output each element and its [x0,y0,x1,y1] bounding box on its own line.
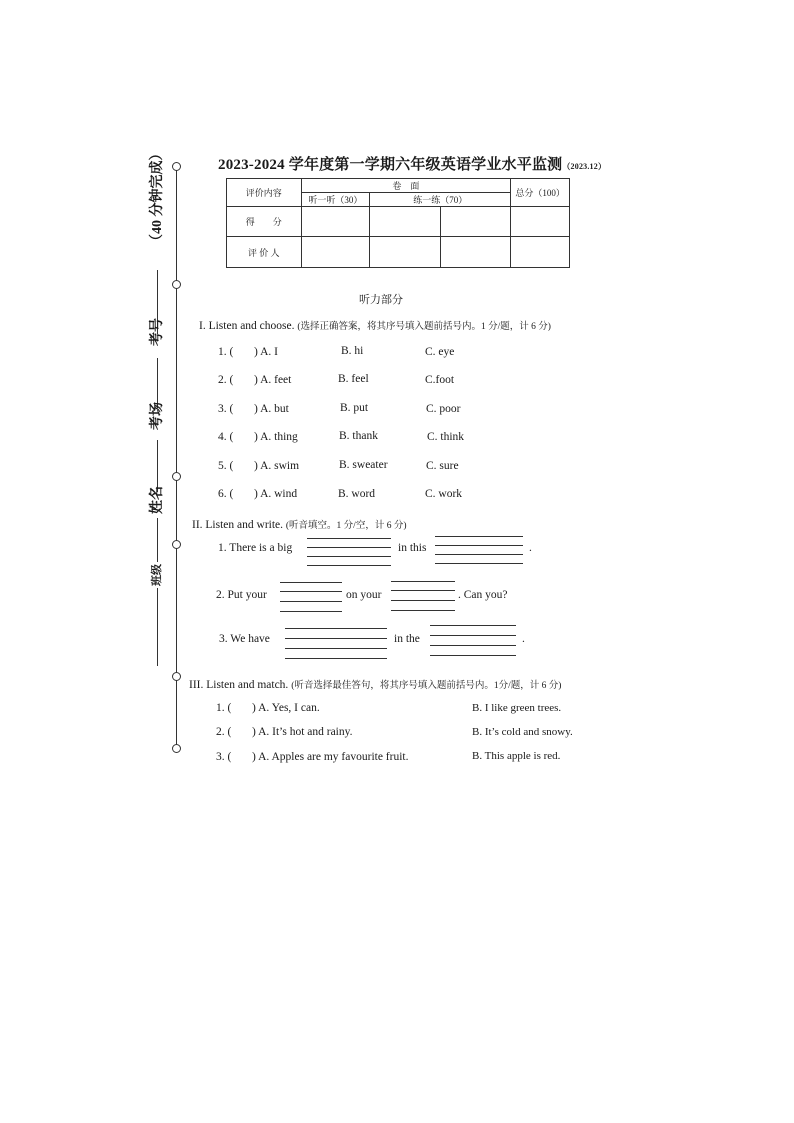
option-a: ) A. but [254,403,289,415]
sentence-2-middle: on your [346,589,382,601]
part3-instruction: (听音选择最佳答句，将其序号填入题前括号内。1分/题，计 6 分) [291,681,562,691]
grader-cell [370,237,441,268]
option-b: B. word [338,488,376,500]
score-table [226,178,570,268]
score-cell [511,207,570,237]
title-date: （2023.12） [562,162,607,171]
writing-line [391,590,455,591]
score-cell [440,207,511,237]
room-label: 考场 [150,402,165,430]
writing-line [307,556,391,557]
score-cell [301,207,370,237]
item-number[interactable]: 2. ( [216,726,232,738]
answer-a: ) A. It’s hot and rainy. [252,726,353,738]
title-text: 2023-2024 学年度第一学期六年级英语学业水平监测 [218,157,563,173]
binding-hole [172,162,181,171]
score-row-label: 得 分 [227,207,302,237]
listen-cell: 听一听（30） [301,193,370,207]
part2-title: II. Listen and write. [192,519,284,531]
option-b: B. hi [341,345,364,357]
grader-cell [301,237,370,268]
writing-line [280,582,342,583]
eval-content-cell: 评价内容 [227,179,302,207]
binding-hole [172,672,181,681]
part3-heading [189,677,561,691]
writing-line [285,648,387,649]
part3-title: III. Listen and match. [189,679,289,691]
writing-line [435,545,523,546]
writing-line [280,611,342,612]
exam-title [218,153,606,174]
option-c: C. sure [426,460,459,472]
sentence-3-end: . [522,633,525,645]
answer-b: B. This apple is red. [472,750,561,762]
answer-a: ) A. Yes, I can. [252,702,320,714]
writing-line [307,547,391,548]
binding-line [176,163,177,751]
binding-hole [172,540,181,549]
writing-line [307,538,391,539]
option-a: ) A. I [254,346,278,358]
writing-line [280,591,342,592]
part1-title: I. Listen and choose. [199,320,295,332]
binding-hole [172,280,181,289]
sentence-2-start: 2. Put your [216,589,267,601]
paper-cell: 卷 面 [301,179,511,193]
option-c: C.foot [425,374,455,386]
time-note: （40 分钟完成） [150,146,165,248]
class-line-top [157,518,158,562]
option-b: B. put [340,402,369,414]
writing-line [430,645,516,646]
writing-line [435,563,523,564]
option-c: C. work [425,488,463,500]
grader-cell [511,237,570,268]
room-line [157,358,158,408]
writing-line [285,658,387,659]
option-a: ) A. swim [254,460,300,472]
part2-heading [192,517,406,531]
item-number[interactable]: 3. ( [216,751,232,763]
option-c: C. poor [426,403,461,415]
sentence-1-start: 1. There is a big [218,542,293,554]
option-a: ) A. wind [254,488,298,500]
sentence-2-end: . Can you? [458,589,508,601]
grader-cell [440,237,511,268]
name-label: 姓名 [150,486,165,514]
option-a: ) A. thing [254,431,298,443]
binding-hole [172,472,181,481]
practice-cell: 练一练（70） [370,193,511,207]
total-cell: 总分（100） [511,179,570,207]
sentence-1-middle: in this [398,542,427,554]
item-number[interactable]: 4. ( [218,431,234,443]
writing-line [285,628,387,629]
part1-instruction: (选择正确答案，将其序号填入题前括号内。1 分/题，计 6 分) [297,322,551,332]
writing-line [285,638,387,639]
item-number[interactable]: 2. ( [218,374,234,386]
answer-b: B. I like green trees. [472,702,562,714]
option-a: ) A. feet [254,374,292,386]
option-b: B. thank [339,430,378,442]
writing-line [430,635,516,636]
binding-hole [172,744,181,753]
part1-heading [199,318,551,332]
writing-line [391,600,455,601]
writing-line [280,601,342,602]
writing-line [430,655,516,656]
option-b: B. feel [338,373,369,385]
exam-no-label: 考号 [150,318,165,346]
writing-line [391,581,455,582]
item-number[interactable]: 6. ( [218,488,234,500]
grader-row-label: 评 价 人 [227,237,302,268]
name-line [157,440,158,492]
writing-line [435,554,523,555]
item-number[interactable]: 3. ( [218,403,234,415]
option-c: C. eye [425,346,455,358]
writing-line [391,610,455,611]
option-b: B. sweater [339,459,388,471]
sentence-1-end: . [529,542,532,554]
answer-a: ) A. Apples are my favourite fruit. [252,751,409,763]
class-line [157,588,158,666]
writing-line [430,625,516,626]
class-label: 班级 [151,564,163,586]
score-cell [370,207,441,237]
item-number[interactable]: 1. ( [218,346,234,358]
item-number[interactable]: 1. ( [216,702,232,714]
section-title: 听力部分 [359,294,403,306]
answer-b: B. It’s cold and snowy. [472,726,573,738]
item-number[interactable]: 5. ( [218,460,234,472]
part2-instruction: (听音填空。1 分/空，计 6 分) [285,521,407,531]
sentence-3-start: 3. We have [219,633,270,645]
sentence-3-middle: in the [394,633,420,645]
option-c: C. think [427,431,465,443]
writing-line [307,565,391,566]
writing-line [435,536,523,537]
